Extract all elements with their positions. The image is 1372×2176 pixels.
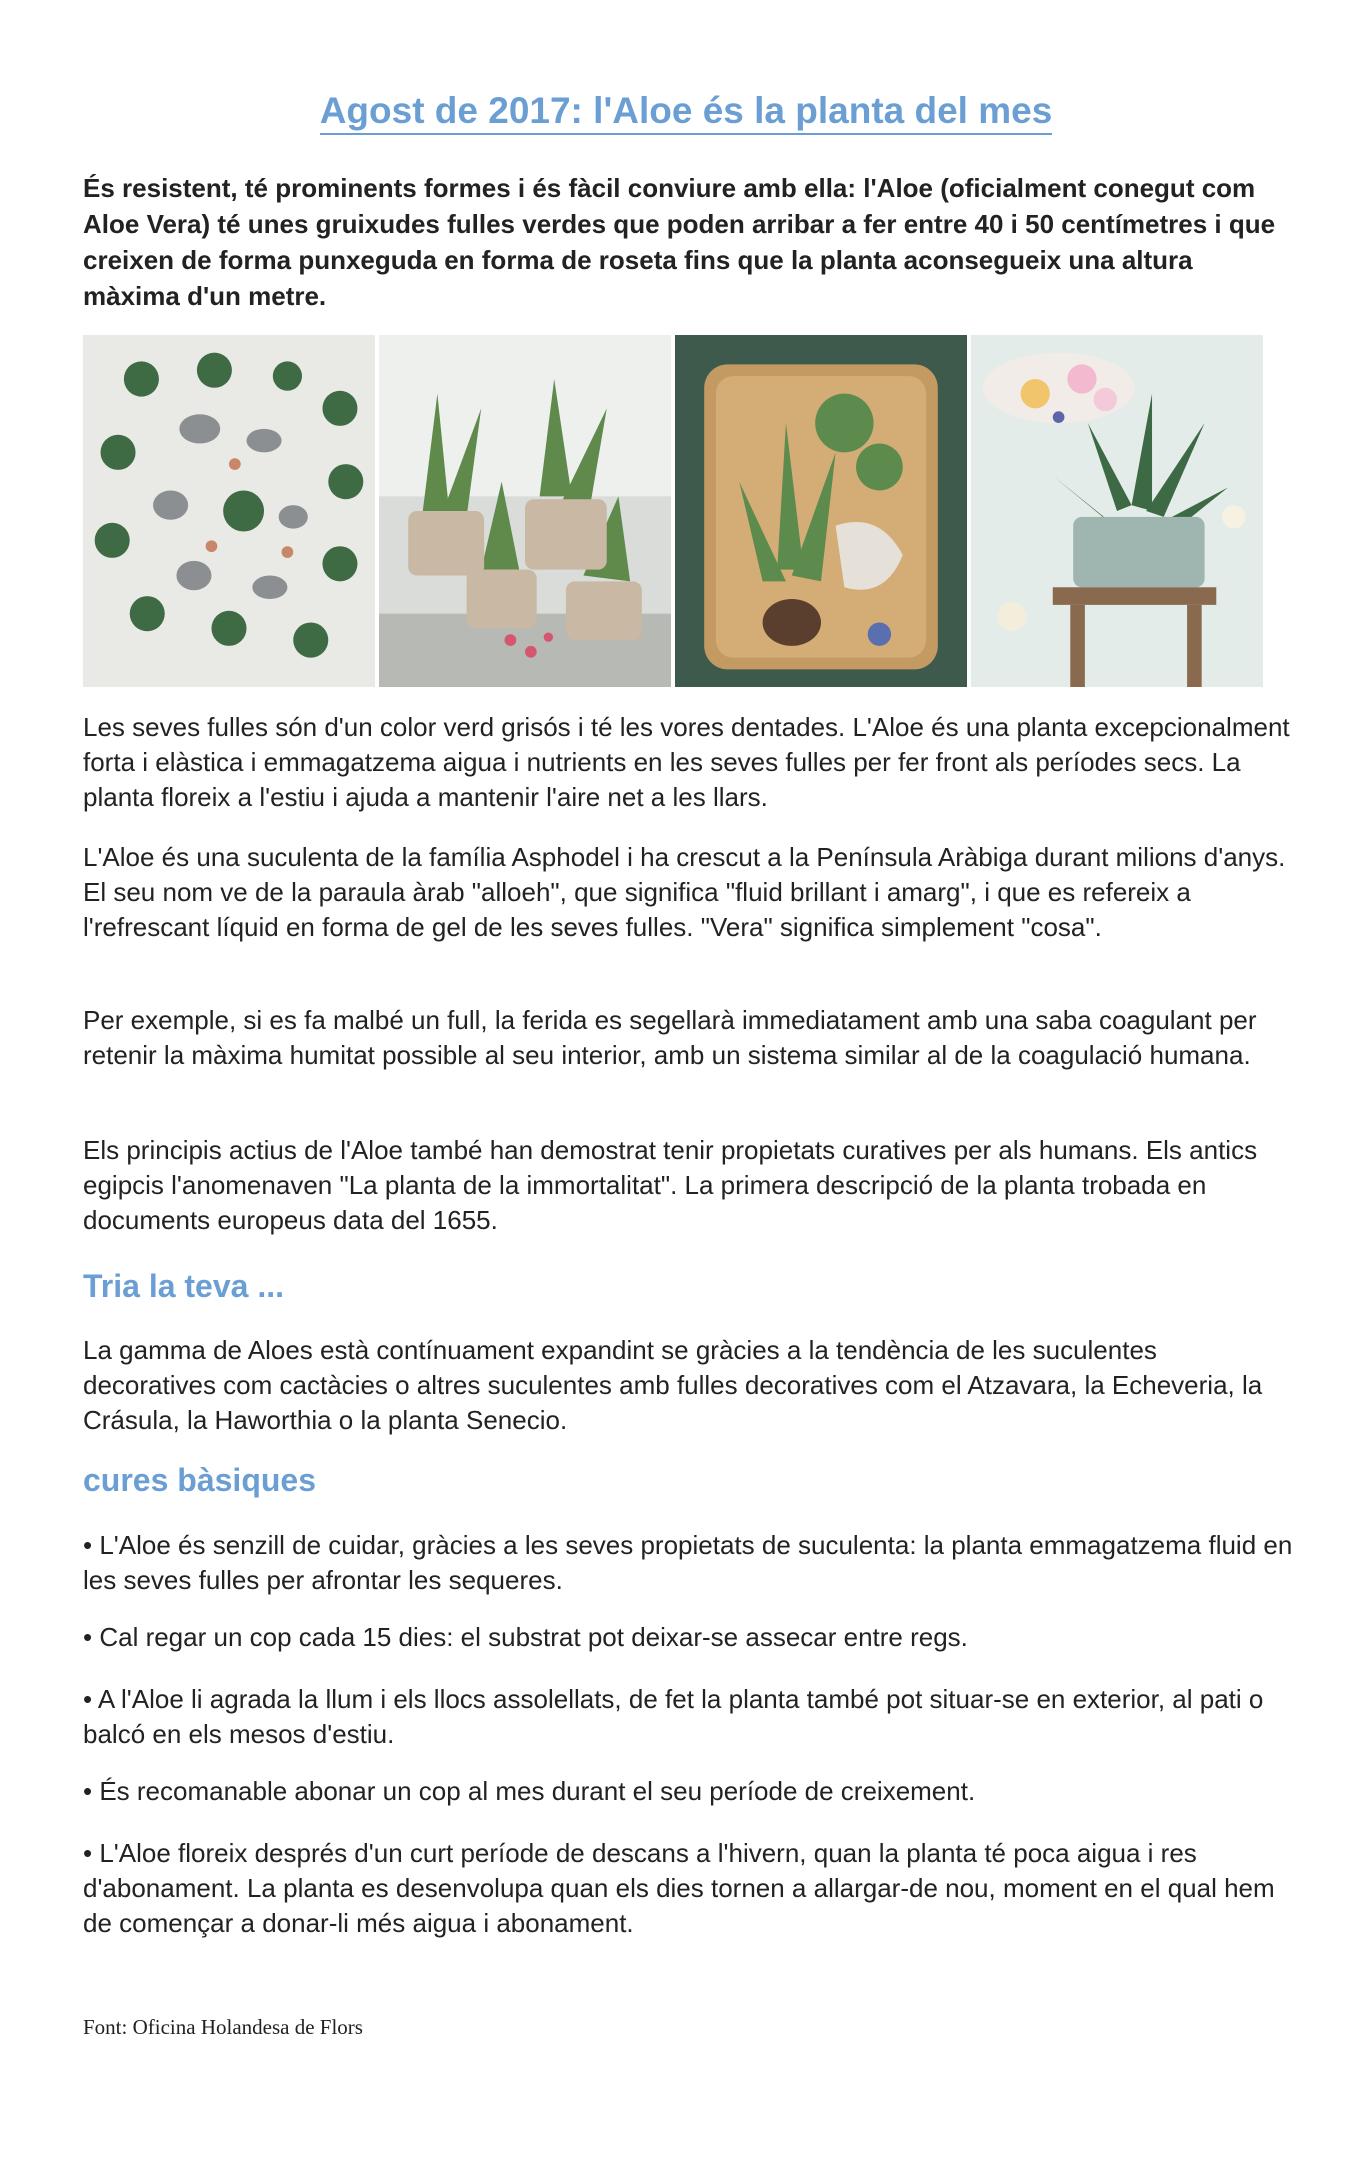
paragraph-1: Les seves fulles són d'un color verd grisós i té les vores dentades. L'Aloe és una planta excepcionalment forta i elàstica i emmagatzema aigua i nutrients en les seves fulles per fer front als períodes secs. La planta floreix a l'estiu i ajuda a mantenir l'aire net a les llars. [83, 712, 1290, 812]
bullet-4: • És recomanable abonar un cop al mes durant el seu període de creixement. [83, 1776, 976, 1806]
source-credit: Font: Oficina Holandesa de Flors [83, 2015, 363, 2039]
bullet-5: • L'Aloe floreix després d'un curt període de descans a l'hivern, quan la planta té poca aigua i res d'abonament. La planta es desenvolupa quan els dies tornen a allargar-de nou, moment en el qual hem de començar a donar-li més aigua i abonament. [83, 1838, 1275, 1938]
paragraph-tria: La gamma de Aloes està contínuament expandint se gràcies a la tendència de les suculentes decoratives com cactàcies o altres suculentes amb fulles decoratives com el Atzavara, la Echeveria, la Crásula, la Haworthia o la planta Senecio. [83, 1335, 1263, 1435]
bullet-1: • L'Aloe és senzill de cuidar, gràcies a les seves propietats de suculenta: la planta emmagatzema fluid en les seves fulles per afrontar les sequeres. [83, 1530, 1293, 1595]
heading-tria-la-teva: Tria la teva ... [83, 1268, 284, 1304]
paragraph-4: Els principis actius de l'Aloe també han demostrat tenir propietats curatives per als humans. Els antics egipcis l'anomenaven "La planta de la immortalitat". La primera descripció de la planta trobada en documents europeus data del 1655. [83, 1135, 1258, 1235]
lead-paragraph: És resistent, té prominents formes i és fàcil conviure amb ella: l'Aloe (oficialment conegut com Aloe Vera) té unes gruixudes fulles verdes que poden arribar a fer entre 40 i 50 centímetres i que creixen de forma punxeguda en forma de roseta fins que la planta aconsegueix una altura màxima d'un metre. [83, 173, 1276, 311]
photo-haworthia-on-stool [971, 335, 1263, 687]
photo-potted-aloes [379, 335, 671, 687]
paragraph-3: Per exemple, si es fa malbé un full, la ferida es segellarà immediatament amb una saba coagulant per retenir la màxima humitat possible al seu interior, amb un sistema similar al de la coagulació humana. [83, 1005, 1257, 1070]
page-title-text: Agost de 2017: l'Aloe és la planta del mes [320, 90, 1053, 135]
heading-cures-basiques: cures bàsiques [83, 1462, 316, 1498]
photo-strip [83, 335, 1263, 687]
bullet-3: • A l'Aloe li agrada la llum i els llocs assolellats, de fet la planta també pot situar-se en exterior, al pati o balcó en els mesos d'estiu. [83, 1684, 1264, 1749]
page-title [0, 90, 1372, 132]
photo-aloe-on-cork-tray [675, 335, 967, 687]
bullet-2: • Cal regar un cop cada 15 dies: el substrat pot deixar-se assecar entre regs. [83, 1622, 968, 1652]
paragraph-2: L'Aloe és una suculenta de la família Asphodel i ha crescut a la Península Aràbiga durant milions d'anys. El seu nom ve de la paraula àrab "alloeh", que significa "fluid brillant i amarg", i que es refereix a l'refrescant líquid en forma de gel de les seves fulles. "Vera" significa simplement "cosa". [83, 842, 1286, 942]
photo-succulents-with-stones [83, 335, 375, 687]
